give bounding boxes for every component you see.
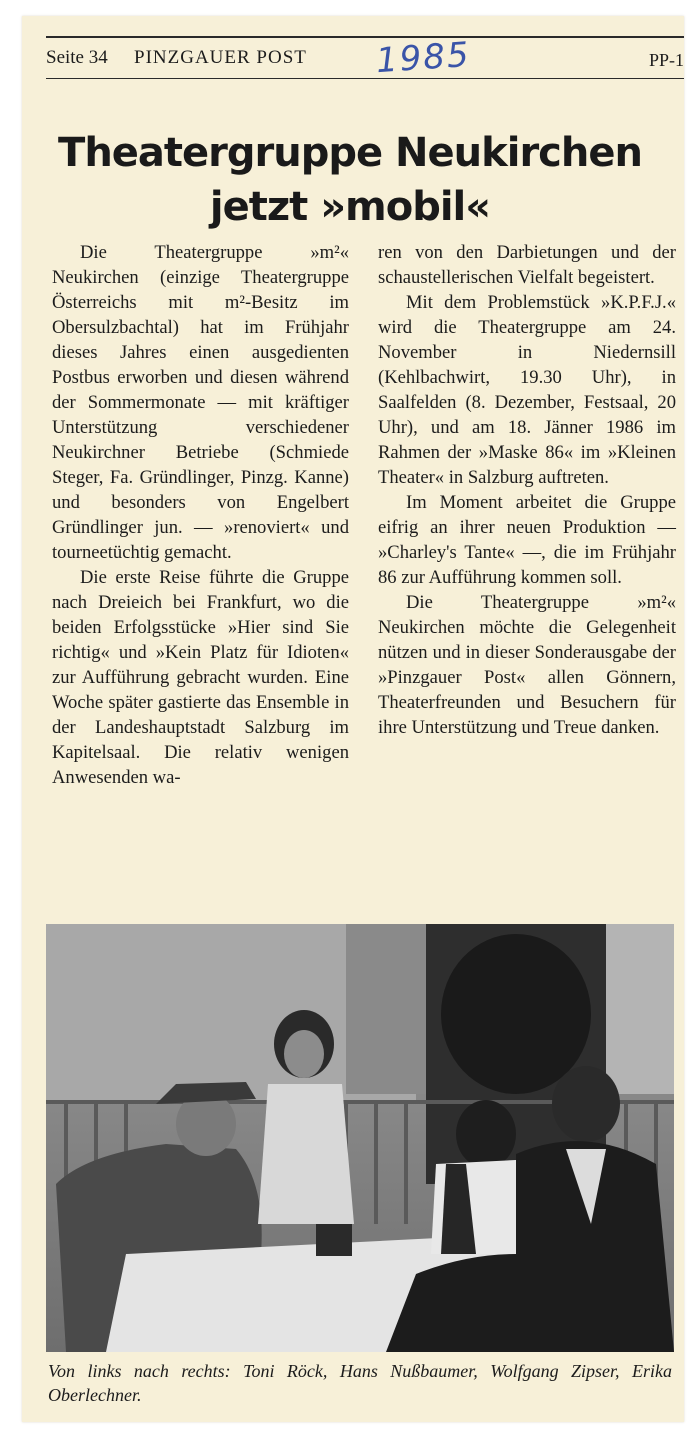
headline-line-2: jetzt »mobil« <box>209 184 491 230</box>
article-column-right <box>378 240 676 740</box>
headline-line-1: Theatergruppe Neukirchen <box>58 130 642 176</box>
page-number: Seite 34 <box>46 47 108 68</box>
handwritten-year: 1985 <box>374 34 472 82</box>
article-paragraph: ren von den Darbietungen und der schaustellerischen Vielfalt begeistert. <box>378 242 676 288</box>
article-headline <box>40 126 660 234</box>
masthead <box>46 34 684 82</box>
article-paragraph: Die Theatergruppe »m²« Neukirchen möchte die Gelegenheit nützen und in dieser Sonderausgabe der »Pinzgauer Post« allen Gönnern, Theaterfreunden und Besuchern für ihre Unterstützung und Treue danken. <box>378 592 676 738</box>
article-paragraph: Mit dem Problemstück »K.P.F.J.« wird die Theatergruppe am 24. November in Niedernsill (Kehlbachwirt, 19.30 Uhr), in Saalfelden (8. Dezember, Festsaal, 20 Uhr), und am 18. Jänner 1986 im Rahmen der »Maske 86« im »Kleinen Theater« in Salzburg auftreten. <box>378 292 676 488</box>
article-paragraph: Die Theatergruppe »m²« Neukirchen (einzige Theatergruppe Österreichs mit m²-Besitz im Obersulzbachtal) hat im Frühjahr dieses Jahres einen ausgedienten Postbus erworben und diesen während der Sommermonate — mit kräftiger Unterstützung verschiedener Neukirchner Betriebe (Schmiede Steger, Fa. Gründlinger, Pinzg. Kanne) und besonders von Engelbert Gründlinger jun. — »renoviert« und tourneetüchtig gemacht. <box>52 242 349 563</box>
newspaper-name: PINZGAUER POST <box>134 47 307 68</box>
article-paragraph: Die erste Reise führte die Gruppe nach Dreieich bei Frankfurt, wo die beiden Erfolgsstücke »Hier sind Sie richtig« und »Kein Platz für Idioten« zur Aufführung gebracht wurden. Eine Woche später gastierte das Ensemble in der Landeshauptstadt Salzburg im Kapitelsaal. Die relativ wenigen Anwesenden wa- <box>52 567 349 788</box>
article-column-left <box>52 240 349 790</box>
article-paragraph: Im Moment arbeitet die Gruppe eifrig an ihrer neuen Produktion — »Charley's Tante« —, die im Frühjahr 86 zur Aufführung kommen soll. <box>378 492 676 588</box>
page-code: PP-1 <box>648 50 684 70</box>
article-photo <box>46 924 674 1352</box>
photo-caption: Von links nach rechts: Toni Röck, Hans Nußbaumer, Wolfgang Zipser, Erika Oberlechner. <box>48 1361 672 1405</box>
photo-illustration <box>46 924 674 1352</box>
